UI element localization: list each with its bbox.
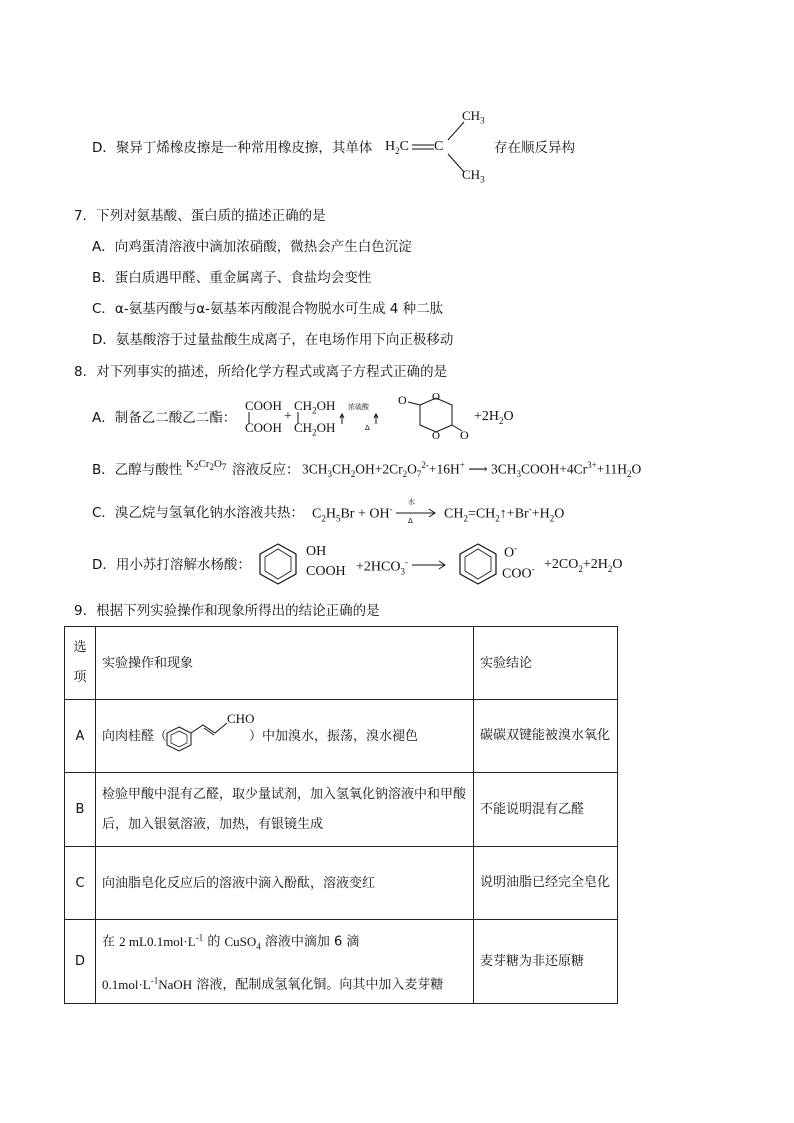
op-pre: 向肉桂醛（ <box>102 728 168 744</box>
bicarbonate: $+2HCO_3^-$ <box>356 557 408 577</box>
reaction-arrow <box>396 508 438 518</box>
cooh-bottom: COOH <box>245 420 282 435</box>
header-operation: 实验操作和现象 <box>96 627 474 700</box>
table-row <box>65 847 618 920</box>
q6-option-d-tail: 存在顺反异构 <box>494 140 575 156</box>
cooh-top: COOH <box>245 398 282 413</box>
reversible-arrow <box>340 408 380 428</box>
row-conclusion: 不能说明混有乙醛 <box>474 773 618 847</box>
q8-option-b-mid: 溶液反应： <box>232 462 300 478</box>
row-operation: 检验甲酸中混有乙醛，取少量试剂，加入氢氧化钠溶液中和甲酸后，加入银氨溶液，加热，有银镜生成 <box>96 773 474 847</box>
bond-line <box>248 412 252 426</box>
svg-text:O: O <box>460 428 469 442</box>
q8-option-d-label: D．用小苏打溶解水杨酸： <box>92 557 251 573</box>
reaction-condition: 浓硫酸 <box>348 403 369 411</box>
c-cond-bottom: Δ <box>408 517 413 525</box>
op-post: ）中加溴水，振荡，溴水褪色 <box>249 728 419 744</box>
benzene-ring-right <box>456 542 500 586</box>
table-row <box>65 700 618 773</box>
header-option: 选 项 <box>65 627 96 700</box>
ethylene-oxalate-ring <box>398 391 478 445</box>
table-row <box>65 920 618 1004</box>
op-line-2: $0.1mol\cdot L^{-1}NaOH$ 溶液，配制成氢氧化铜。向其中加入麦芽糖 <box>102 975 444 993</box>
row-option: C <box>65 847 96 920</box>
bond-line <box>297 412 301 426</box>
experiment-table <box>64 626 618 1004</box>
phenoxide-o: O- <box>504 543 518 561</box>
q7-option-b: B．蛋白质遇甲醛、重金属离子、食盐均会变性 <box>92 270 372 286</box>
salicylic-oh: OH <box>306 544 327 559</box>
q8-option-c-label: C．溴乙烷与氢氧化钠水溶液共热： <box>92 505 304 521</box>
q8-c-left: $C_2H_5Br + OH^-$ <box>312 504 393 524</box>
svg-text:O: O <box>432 391 440 403</box>
q8-option-b-label: B．乙醇与酸性 <box>92 462 183 478</box>
reaction-arrow <box>412 560 448 570</box>
q7-option-a: A．向鸡蛋清溶液中滴加浓硝酸，微热会产生白色沉淀 <box>92 239 412 255</box>
table-header-row <box>65 627 618 700</box>
ch3-bottom: $CH_3$ <box>462 167 485 185</box>
q8-b-equation: $3CH_3CH_2OH+2Cr_2O_7^{2-}+16H^+$ ⟶ $3CH_3COOH+4Cr^{3+}+11H_2O$ <box>302 460 642 480</box>
row-operation: 向油脂皂化反应后的溶液中滴入酚酞，溶液变红 <box>96 847 474 920</box>
ch2oh-top: $CH_2OH$ <box>294 398 336 416</box>
ch2oh-bottom: $CH_2OH$ <box>294 420 336 438</box>
q7-option-c: C．α-氨基丙酸与α-氨基苯丙酸混合物脱水可生成 4 种二肽 <box>92 301 444 317</box>
h2c-text: $H_2C$ <box>385 139 409 156</box>
row-option: D <box>65 920 96 1004</box>
row-conclusion: 碳碳双键能被溴水氧化 <box>474 700 618 773</box>
ch3-top: $CH_3$ <box>462 108 485 126</box>
row-conclusion: 麦芽糖为非还原糖 <box>474 920 618 1004</box>
q8-option-a-label: A．制备乙二酸乙二酯： <box>92 410 237 426</box>
k2cr2o7: $K_2Cr_2O_7$ <box>186 458 227 473</box>
cho-text: CHO <box>227 711 255 726</box>
q9-stem: 9．根据下列实验操作和现象所得出的结论正确的是 <box>74 603 380 619</box>
q8-d-right: $+2CO_2+2H_2O$ <box>544 557 623 574</box>
row-option: A <box>65 700 96 773</box>
row-operation <box>96 920 474 1004</box>
q7-option-d: D．氨基酸溶于过量盐酸生成离子，在电场作用下向正极移动 <box>92 332 454 348</box>
heat-symbol: Δ <box>365 424 370 432</box>
q8-stem: 8．对下列事实的描述，所给化学方程式或离子方程式正确的是 <box>74 364 448 380</box>
table-row <box>65 773 618 847</box>
svg-text:O: O <box>432 430 440 442</box>
salicylic-cooh: COOH <box>306 564 346 579</box>
row-option: B <box>65 773 96 847</box>
benzene-ring-left <box>256 542 300 586</box>
q6-option-d-label: D．聚异丁烯橡皮擦是一种常用橡皮擦，其单体 <box>92 140 373 156</box>
svg-text:O: O <box>398 393 407 407</box>
q8-a-product: $+2H_2O$ <box>474 409 514 426</box>
q8-c-right: $CH_2=CH_2↑+Br^-+H_2O$ <box>444 504 565 524</box>
q7-stem: 7．下列对氨基酸、蛋白质的描述正确的是 <box>74 208 326 224</box>
plus-sign: + <box>284 409 292 424</box>
row-operation <box>96 700 474 773</box>
carboxylate: COO- <box>502 564 535 582</box>
c-cond-top: 水 <box>408 498 415 506</box>
header-conclusion: 实验结论 <box>474 627 618 700</box>
cinnamaldehyde-structure <box>167 711 255 751</box>
c-text: C <box>434 139 444 154</box>
row-conclusion: 说明油脂已经完全皂化 <box>474 847 618 920</box>
op-line-1: 在 2 $mL0.1mol\cdot L^{-1}$ 的 CuSO$_4$ 溶液中滴加 6 滴 <box>102 932 360 952</box>
